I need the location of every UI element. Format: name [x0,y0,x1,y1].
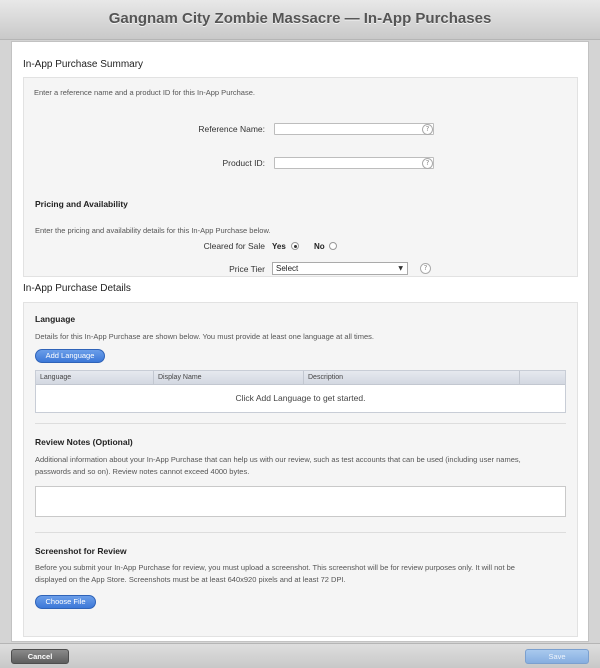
divider [35,532,566,533]
footer-bar [0,643,600,668]
help-icon[interactable]: ? [420,263,431,274]
product-id-label: Product ID: [222,158,265,168]
yes-label[interactable]: Yes [272,242,286,251]
column-description[interactable]: Description [304,371,520,384]
screenshot-heading: Screenshot for Review [35,546,127,556]
no-radio-icon[interactable] [329,242,337,250]
add-language-button[interactable]: Add Language [35,349,105,363]
title-bar [0,0,600,40]
yes-radio-icon[interactable] [291,242,299,250]
window-title: Gangnam City Zombie Massacre — In-App Purchases [108,10,492,27]
main-panel [11,41,589,642]
no-label[interactable]: No [314,242,325,251]
pricing-intro: Enter the pricing and availability details for this In-App Purchase below. [35,226,271,235]
cleared-for-sale-label: Cleared for Sale [203,241,265,251]
price-tier-select[interactable] [272,262,408,275]
pricing-heading: Pricing and Availability [35,199,128,209]
details-box [23,302,578,637]
language-table-header [36,371,565,385]
divider [35,423,566,424]
cancel-button[interactable]: Cancel [11,649,69,664]
review-notes-heading: Review Notes (Optional) [35,437,133,447]
reference-name-input[interactable] [274,123,434,135]
screenshot-intro-line1: Before you submit your In-App Purchase for review, you must upload a screenshot. This screenshot will be for review purposes only. It will not be [35,563,515,572]
column-display-name[interactable]: Display Name [154,371,304,384]
language-table [35,370,566,413]
price-tier-value: Select [276,264,299,273]
help-icon[interactable]: ? [422,158,433,169]
reference-name-label: Reference Name: [198,124,265,134]
review-notes-intro-line2: passwords and so on). Review notes cannot exceed 4000 bytes. [35,467,250,476]
summary-box [23,77,578,277]
price-tier-label: Price Tier [229,264,265,274]
summary-intro: Enter a reference name and a product ID for this In-App Purchase. [34,88,255,97]
help-icon[interactable]: ? [422,124,433,135]
language-heading: Language [35,314,76,324]
language-intro: Details for this In-App Purchase are shown below. You must provide at least one language at all times. [35,332,374,341]
choose-file-button[interactable]: Choose File [35,595,96,609]
save-button[interactable]: Save [525,649,589,664]
chevron-down-icon: ▼ [398,265,403,272]
screenshot-intro-line2: displayed on the App Store. Screenshots must be at least 640x920 pixels and at least 72 DPI. [35,575,346,584]
column-language[interactable]: Language [36,371,154,384]
details-heading: In-App Purchase Details [23,283,131,294]
review-notes-intro-line1: Additional information about your In-App Purchase that can help us with our review, such as test accounts that can be used (including user names, [35,455,521,464]
product-id-input[interactable] [274,157,434,169]
review-notes-textarea[interactable] [35,486,566,517]
language-empty-message: Click Add Language to get started. [235,393,366,403]
summary-heading: In-App Purchase Summary [23,59,144,70]
